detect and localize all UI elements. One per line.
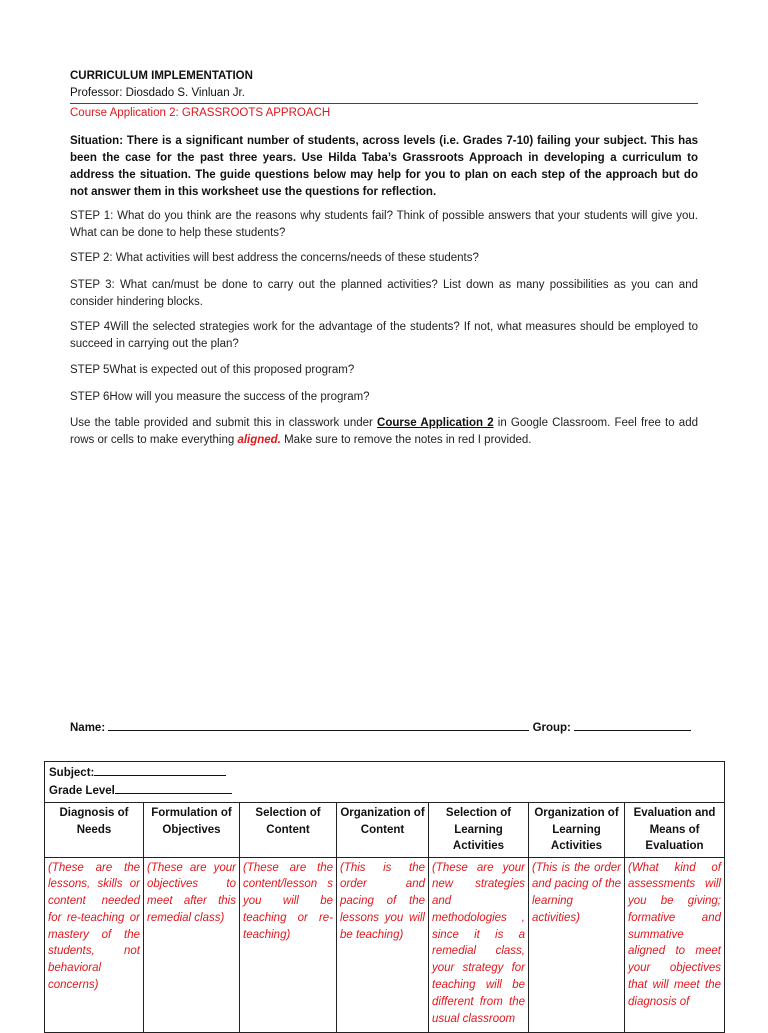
note-evaluation[interactable]: (What kind of assessments will you be giving; formative and summative aligned to meet your objectives that will meet the diagnosis of <box>625 857 725 1032</box>
grade-level-line <box>49 782 720 800</box>
group-label: Group: <box>532 722 571 734</box>
curriculum-table <box>44 761 725 1033</box>
step-2: STEP 2: What activities will best address the concerns/needs of these students? <box>70 252 479 264</box>
grade-level-field[interactable] <box>115 782 232 794</box>
grade-level-label: Grade Level <box>49 785 115 797</box>
note-diagnosis[interactable]: (These are the lessons, skills or content needed for re-teaching or mastery of the students, not behavioral concerns) <box>45 857 144 1032</box>
step-6: STEP 6How will you measure the success of the program? <box>70 391 370 403</box>
header-divider <box>70 103 698 104</box>
instructions-text-2: in Google Classroom. Feel free to add rows or cells to make everything <box>70 417 698 446</box>
notes-row <box>45 857 725 1032</box>
situation-paragraph: Situation: There is a significant number of students, across levels (i.e. Grades 7-10) failing your subject. This has been the case for the past three years. Use Hilda Taba’s Grassroots Approach in developing a curriculum to address the situation. The guide questions below may help for you to plan on each step of the approach but do not answer them in this worksheet use the questions for reflection. <box>70 135 698 198</box>
header-selection-of-learning-activities: Selection of Learning Activities <box>429 803 529 858</box>
course-application-title: Course Application 2: GRASSROOTS APPROACH <box>70 107 331 119</box>
course-application-link[interactable]: Course Application 2 <box>377 417 494 429</box>
name-label: Name: <box>70 722 106 734</box>
note-organization-activities[interactable]: (This is the order and pacing of the learning activities) <box>529 857 625 1032</box>
step-3: STEP 3: What can/must be done to carry out the planned activities? List down as many possibilities as you can and consider hindering blocks. <box>70 279 698 308</box>
aligned-emphasis: aligned. <box>237 434 281 446</box>
group-field[interactable] <box>574 719 691 731</box>
name-field[interactable] <box>108 719 529 731</box>
subject-line <box>49 764 720 782</box>
instructions-paragraph <box>70 415 698 449</box>
step-5: STEP 5What is expected out of this proposed program? <box>70 364 355 376</box>
note-learning-activities[interactable]: (These are your new strategies and methodologies , since it is a remedial class, your strategy for teaching will be different from the usual classroom <box>429 857 529 1032</box>
instructions-text-3: Make sure to remove the notes in red I provided. <box>280 434 532 446</box>
header-diagnosis-of-needs: Diagnosis of Needs <box>45 803 144 858</box>
subject-grade-cell <box>45 762 725 803</box>
meta-row <box>45 762 725 803</box>
step-1: STEP 1: What do you think are the reasons why students fail? Think of possible answers that your students will give you. What can be done to help these students? <box>70 210 698 239</box>
header-organization-of-learning-activities: Organization of Learning Activities <box>529 803 625 858</box>
document-title: CURRICULUM IMPLEMENTATION <box>70 70 253 82</box>
note-objectives[interactable]: (These are your objectives to meet after this remedial class) <box>144 857 240 1032</box>
header-organization-of-content: Organization of Content <box>337 803 429 858</box>
name-group-line <box>70 719 700 734</box>
note-organization-content[interactable]: (This is the order and pacing of the lessons you will be teaching) <box>337 857 429 1032</box>
header-selection-of-content: Selection of Content <box>240 803 337 858</box>
professor-line: Professor: Diosdado S. Vinluan Jr. <box>70 87 245 99</box>
step-4: STEP 4Will the selected strategies work for the advantage of the students? If not, what measures should be employed to succeed in carrying out the plan? <box>70 321 698 350</box>
header-row <box>45 803 725 858</box>
header-formulation-of-objectives: Formulation of Objectives <box>144 803 240 858</box>
subject-field[interactable] <box>94 764 226 776</box>
instructions-text-1: Use the table provided and submit this in classwork under <box>70 417 378 429</box>
subject-label: Subject: <box>49 767 95 779</box>
header-evaluation: Evaluation and Means of Evaluation <box>625 803 725 858</box>
note-content[interactable]: (These are the content/lesson s you will be teaching or re-teaching) <box>240 857 337 1032</box>
